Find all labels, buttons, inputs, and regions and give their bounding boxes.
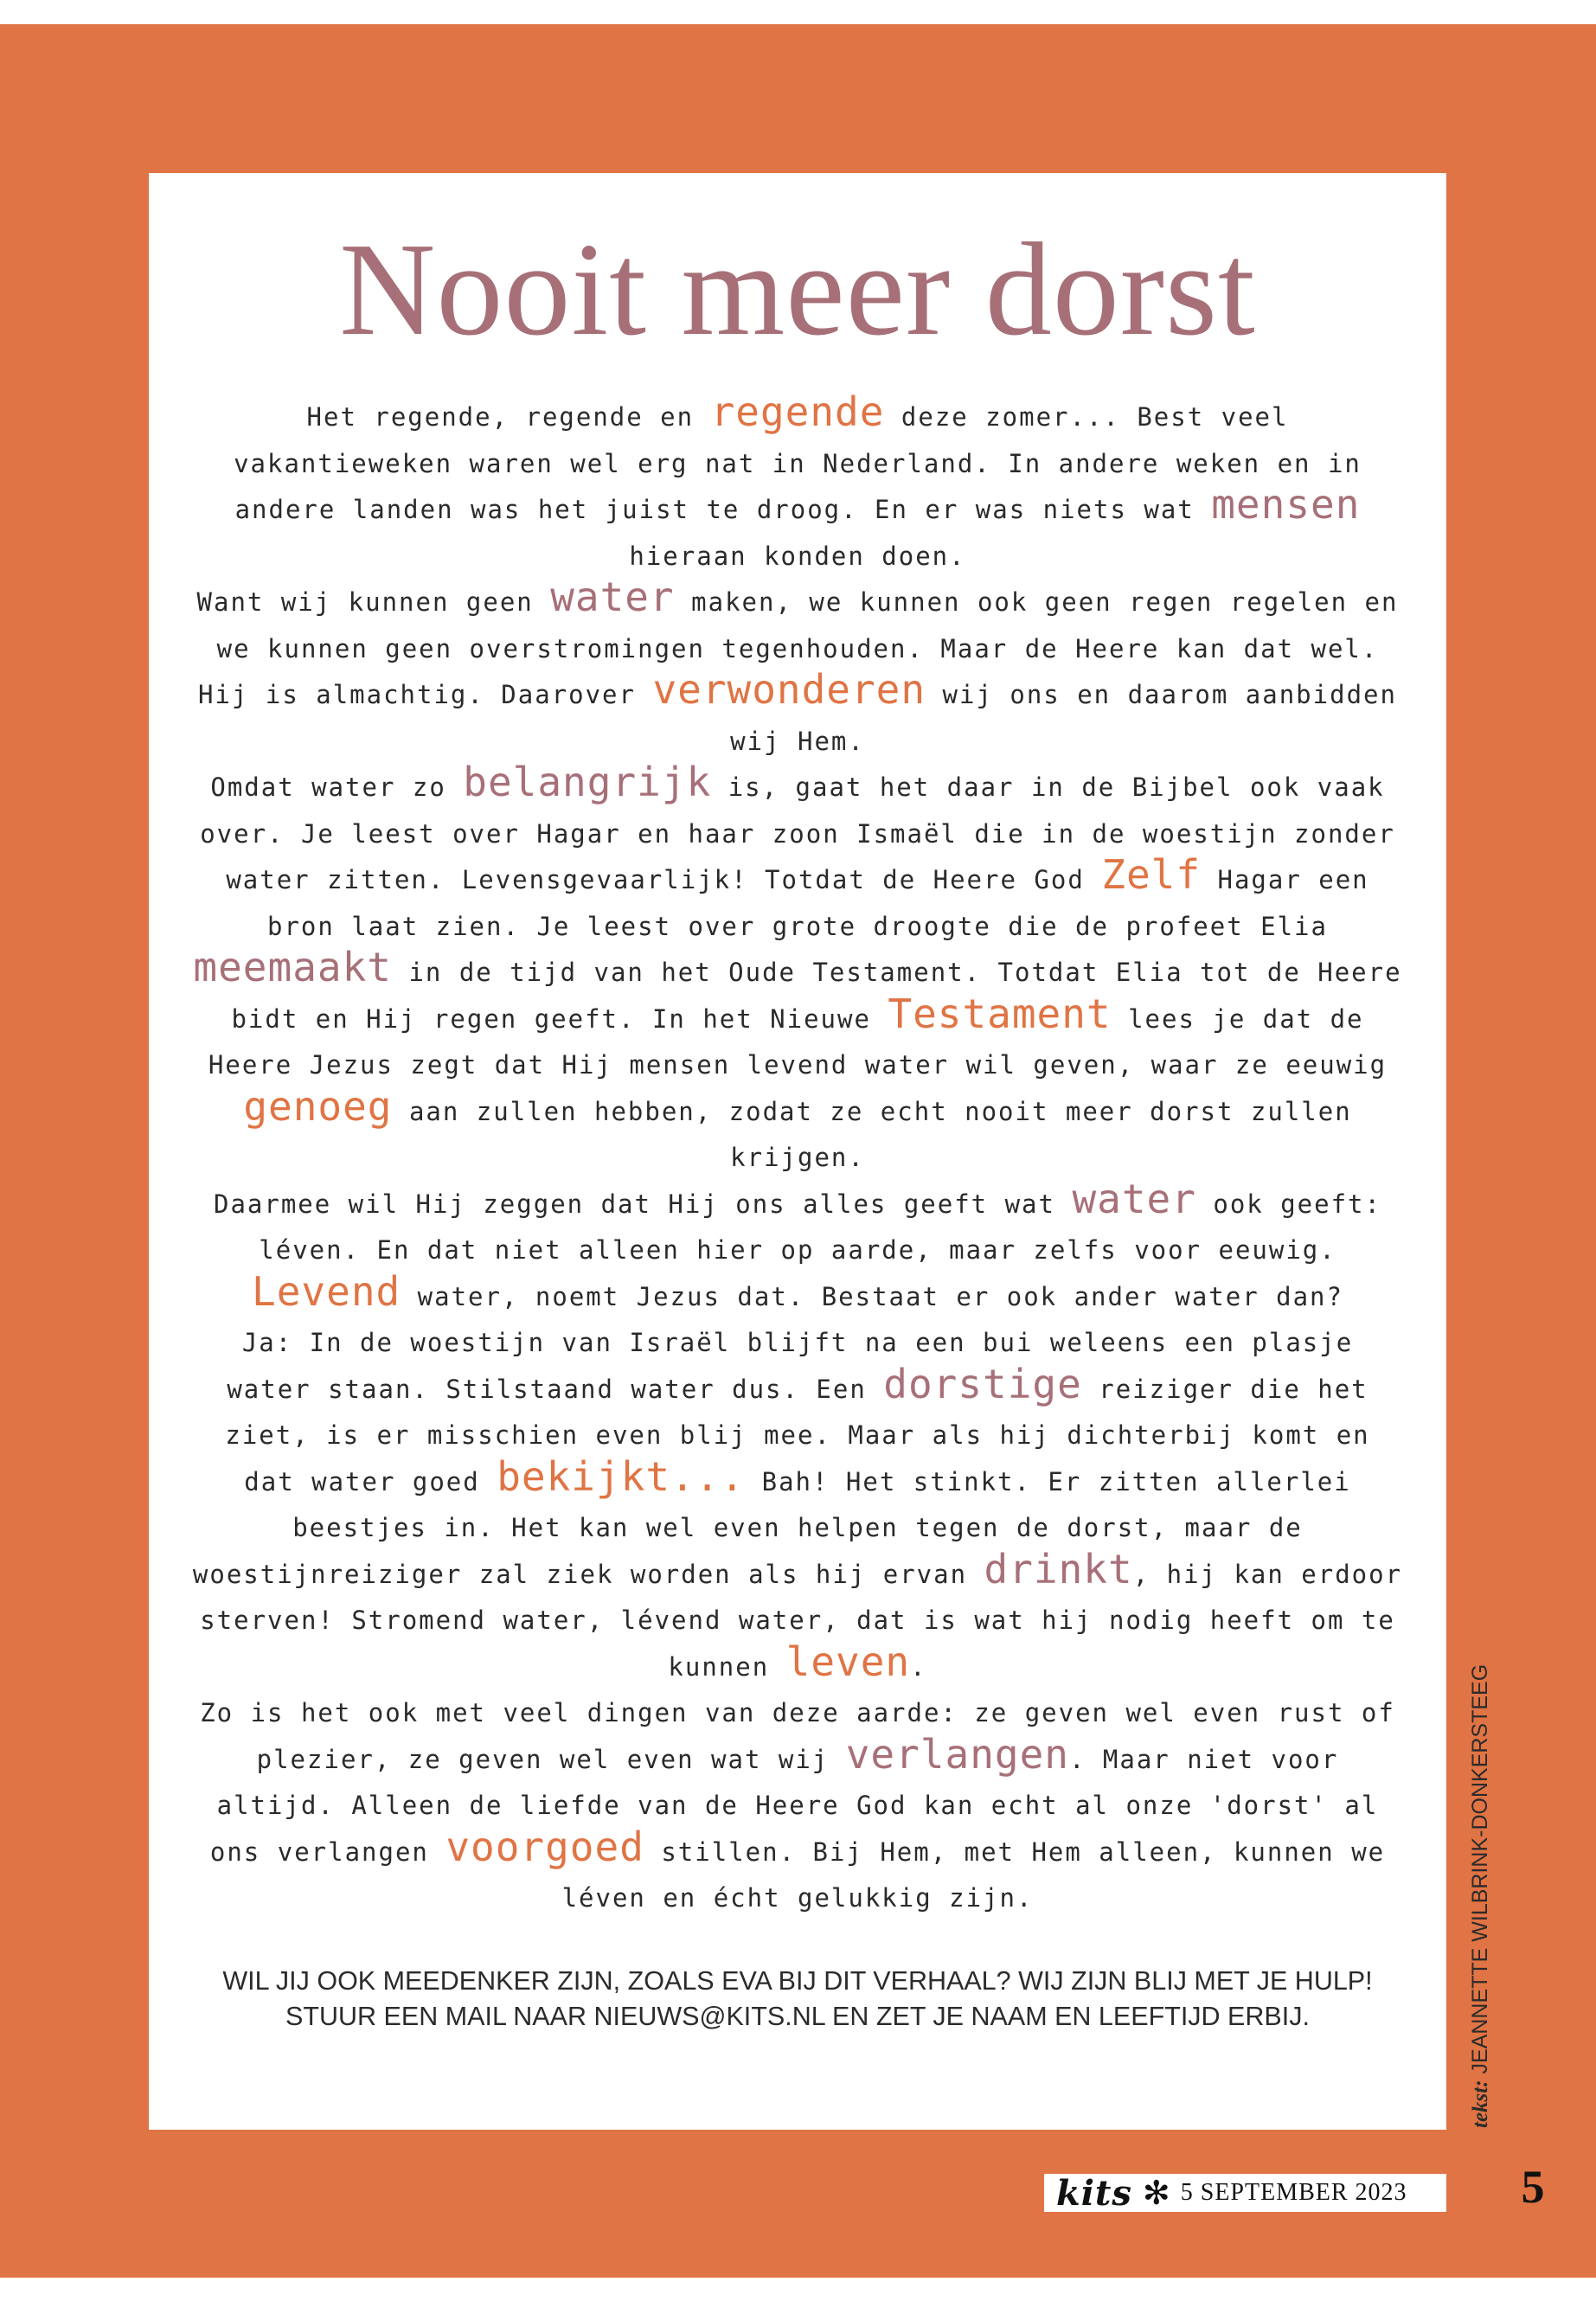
body-text-run: , hij kan erdoor sterven! Stromend water, lévend water, dat is wat hij nodig heeft om te kunnen xyxy=(200,1559,1403,1682)
highlighted-word: verwonderen xyxy=(652,666,926,713)
article-paragraph xyxy=(192,574,1403,765)
highlighted-word: Zelf xyxy=(1101,851,1202,898)
highlighted-word: mensen xyxy=(1211,481,1361,528)
credit-name: JEANNETTE WILBRINK-DONKERSTEEG xyxy=(1468,1663,1492,2074)
body-text-run: Hagar een bron laat zien. Je leest over grote droogte die de profeet Elia xyxy=(267,865,1369,941)
highlighted-word: leven xyxy=(785,1638,911,1685)
magazine-footer xyxy=(1044,2174,1446,2212)
body-text-run: in de tijd van het Oude Testament. Totdat Elia tot de Heere bidt en Hij regen geeft. In het Nieuwe xyxy=(231,958,1402,1034)
highlighted-word: verlangen xyxy=(845,1730,1069,1778)
body-text-run: Bah! Het stinkt. Er zitten allerlei beestjes in. Het kan wel even helpen tegen de dorst, maar de woestijnreiziger zal ziek worden als hij ervan xyxy=(192,1466,1351,1589)
body-text-run: Omdat water zo xyxy=(210,772,464,802)
issue-date: 5 SEPTEMBER 2023 xyxy=(1180,2179,1407,2206)
asterisk-icon: ✻ xyxy=(1142,2174,1170,2212)
highlighted-word: Levend xyxy=(252,1267,401,1315)
reader-callout: WIL JIJ OOK MEEDENKER ZIJN, ZOALS EVA BIJ DIT VERHAAL? WIJ ZIJN BLIJ MET JE HULP! STUUR EEN MAIL NAAR NIEUWS@KITS.NL EN ZET JE NAAM EN LEEFTIJD ERBIJ. xyxy=(222,1966,1373,2031)
body-text-run: Ja: In de woestijn van Israël blijft na een bui weleens een plasje water staan. Stilstaand water dus. Een xyxy=(227,1328,1354,1404)
body-text-run: hieraan konden doen. xyxy=(629,541,966,571)
body-text-run: Daarmee wil Hij zeggen dat Hij ons alles geeft wat xyxy=(214,1189,1073,1219)
body-text-run: maken, we kunnen ook geen regen regelen en we kunnen geen overstromingen tegenhouden. Maar de Heere kan dat wel. Hij is almachtig. Daarover xyxy=(198,587,1399,709)
article-paragraph xyxy=(192,388,1403,580)
body-text-run: ook geeft: léven. En dat niet alleen hier op aarde, maar zelfs voor eeuwig. xyxy=(259,1189,1381,1265)
article-body xyxy=(192,388,1403,1922)
body-text-run: Want wij kunnen geen xyxy=(196,587,551,617)
body-text-run: deze zomer... Best veel vakantieweken waren wel erg nat in Nederland. In andere weken en in andere landen was het juist te droog. En er was niets wat xyxy=(234,402,1362,524)
article-paragraph xyxy=(192,1175,1403,1321)
body-text-run: stillen. Bij Hem, met Hem alleen, kunnen we léven en écht gelukkig zijn. xyxy=(561,1836,1386,1913)
article-paragraph xyxy=(192,759,1403,1182)
highlighted-word: meemaakt xyxy=(193,944,392,990)
highlighted-word: regende xyxy=(710,388,885,435)
highlighted-word: water xyxy=(550,574,675,620)
article-panel xyxy=(149,173,1446,2130)
kits-logo: kits xyxy=(1056,2172,1132,2214)
body-text-run: is, gaat het daar in de Bijbel ook vaak over. Je leest over Hagar en haar zoon Ismaël die in de woestijn zonder water zitten. Levensgevaarlijk! Totdat de Heere God xyxy=(200,772,1395,894)
highlighted-word: Testament xyxy=(888,990,1112,1037)
body-text-run: Het regende, regende en xyxy=(306,402,711,432)
body-text-run: . xyxy=(910,1651,927,1682)
body-text-run: reiziger die het ziet, is er misschien even blij mee. Maar als hij dichterbij komt en dat water goed xyxy=(225,1374,1370,1497)
body-text-run: wij ons en daarom aanbidden wij Hem. xyxy=(730,680,1397,756)
article-paragraph xyxy=(192,1320,1403,1690)
highlighted-word: bekijkt... xyxy=(497,1452,746,1500)
body-text-run: water, noemt Jezus dat. Bestaat er ook ander water dan? xyxy=(401,1281,1343,1311)
credit-label: tekst: xyxy=(1469,2080,1492,2128)
body-text-run: . Maar niet voor altijd. Alleen de liefde van de Heere God kan echt al onze 'dorst' al ons verlangen xyxy=(209,1744,1379,1867)
highlighted-word: water xyxy=(1072,1175,1196,1222)
page-number: 5 xyxy=(1521,2161,1545,2213)
highlighted-word: drinkt xyxy=(984,1545,1133,1593)
highlighted-word: dorstige xyxy=(883,1360,1082,1407)
article-paragraph xyxy=(192,1690,1403,1922)
body-text-run: Zo is het ook met veel dingen van deze aarde: ze geven wel even rust of plezier, ze geven wel even wat wij xyxy=(200,1698,1395,1774)
highlighted-word: voorgoed xyxy=(445,1823,644,1870)
highlighted-word: genoeg xyxy=(243,1082,393,1130)
article-title: Nooit meer dorst xyxy=(339,216,1256,363)
body-text-run: lees je dat de Heere Jezus zegt dat Hij mensen levend water wil geven, waar ze eeuwig xyxy=(208,1003,1388,1080)
author-credit xyxy=(1468,1664,1493,2128)
body-text-run: aan zullen hebben, zodat ze echt nooit meer dorst zullen krijgen. xyxy=(392,1096,1352,1172)
highlighted-word: belangrijk xyxy=(463,759,712,805)
